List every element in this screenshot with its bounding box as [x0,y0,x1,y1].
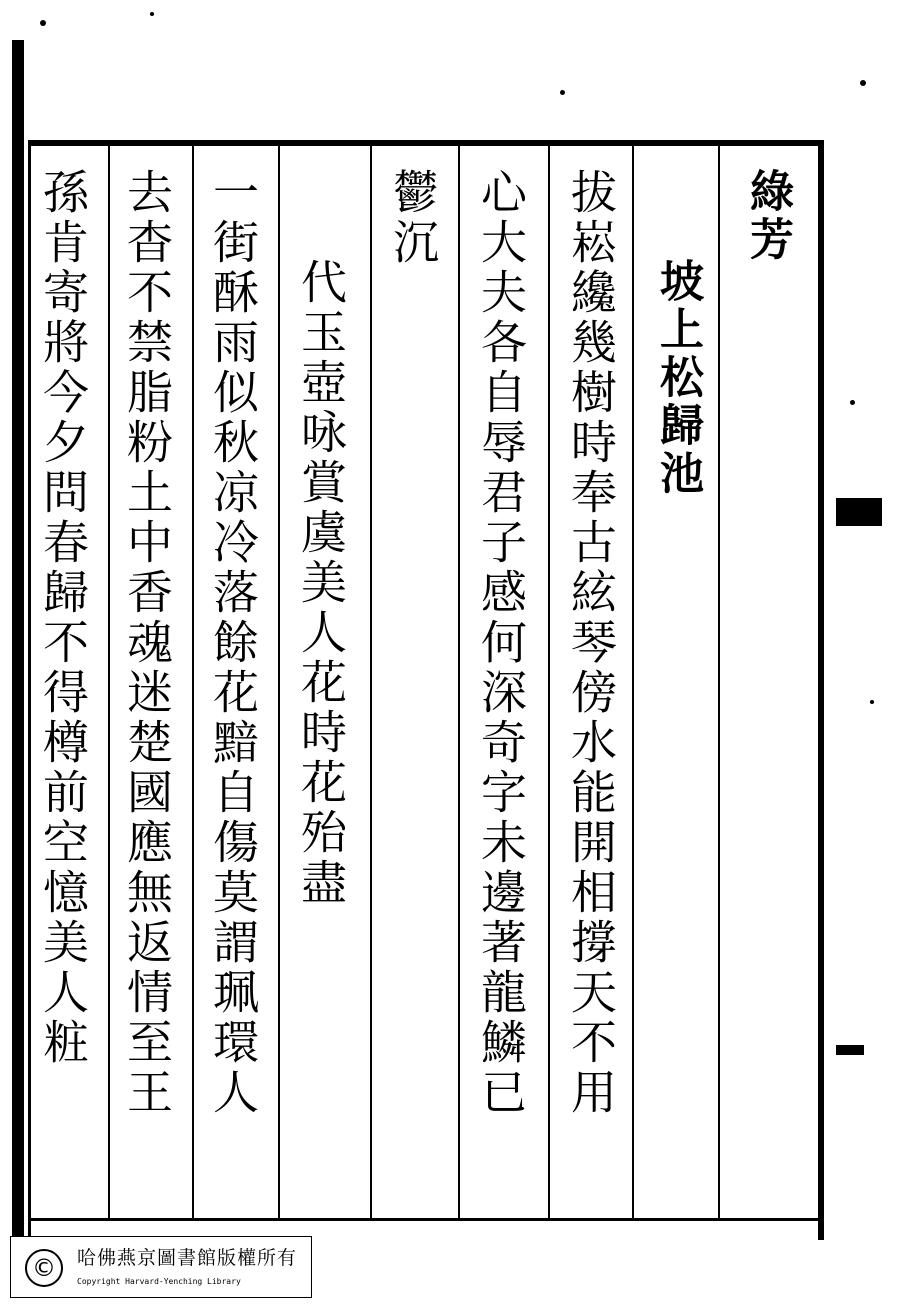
margin-mark [836,1045,864,1055]
paper-speck [870,700,874,704]
paper-speck [860,80,866,86]
copyright-stamp [10,1236,312,1298]
column-divider [458,146,460,1220]
paper-speck [40,20,46,26]
page-left-border [28,140,31,1240]
column-divider [718,146,720,1220]
copyright-chinese: 哈佛燕京圖書館版權所有 [77,1247,298,1269]
page-left-edge [12,40,24,1250]
copyright-icon: © [25,1249,63,1287]
column-divider [278,146,280,1220]
paper-speck [560,90,565,95]
bottom-border-rule [28,1218,823,1221]
text-column-1: 孫肯寄將今夕問春歸不得樽前空憶美人粧 [36,168,90,1068]
text-column-2: 去杳不禁脂粉土中香魂迷楚國應無返情至王 [120,168,174,1118]
column-divider [548,146,550,1220]
fish-tail-mark [836,498,882,526]
paper-speck [150,12,154,16]
text-column-4: 代玉壺咏賞虞美人花時花殆盡 [294,258,348,908]
paper-speck [850,400,855,405]
text-column-7: 心大夫各自辱君子感何深奇字未邊著龍鱗已 [474,168,528,1118]
text-column-6: 鬱沉 [386,168,440,268]
column-divider [108,146,110,1220]
section-heading-column: 綠芳 [742,168,793,264]
copyright-english: Copyright Harvard-Yenching Library [77,1277,241,1286]
right-border-rule [818,140,824,1240]
column-divider [370,146,372,1220]
top-border-rule [28,140,823,146]
text-column-8: 拔崧纔幾樹時奉古絃琴傍水能開相撐天不用 [564,168,618,1118]
text-column-3: 一街酥雨似秋凉冷落餘花黯自傷莫謂珮環人 [206,168,260,1118]
column-divider [632,146,634,1220]
column-divider [192,146,194,1220]
poem-title-column: 坡上松歸池 [652,258,703,498]
